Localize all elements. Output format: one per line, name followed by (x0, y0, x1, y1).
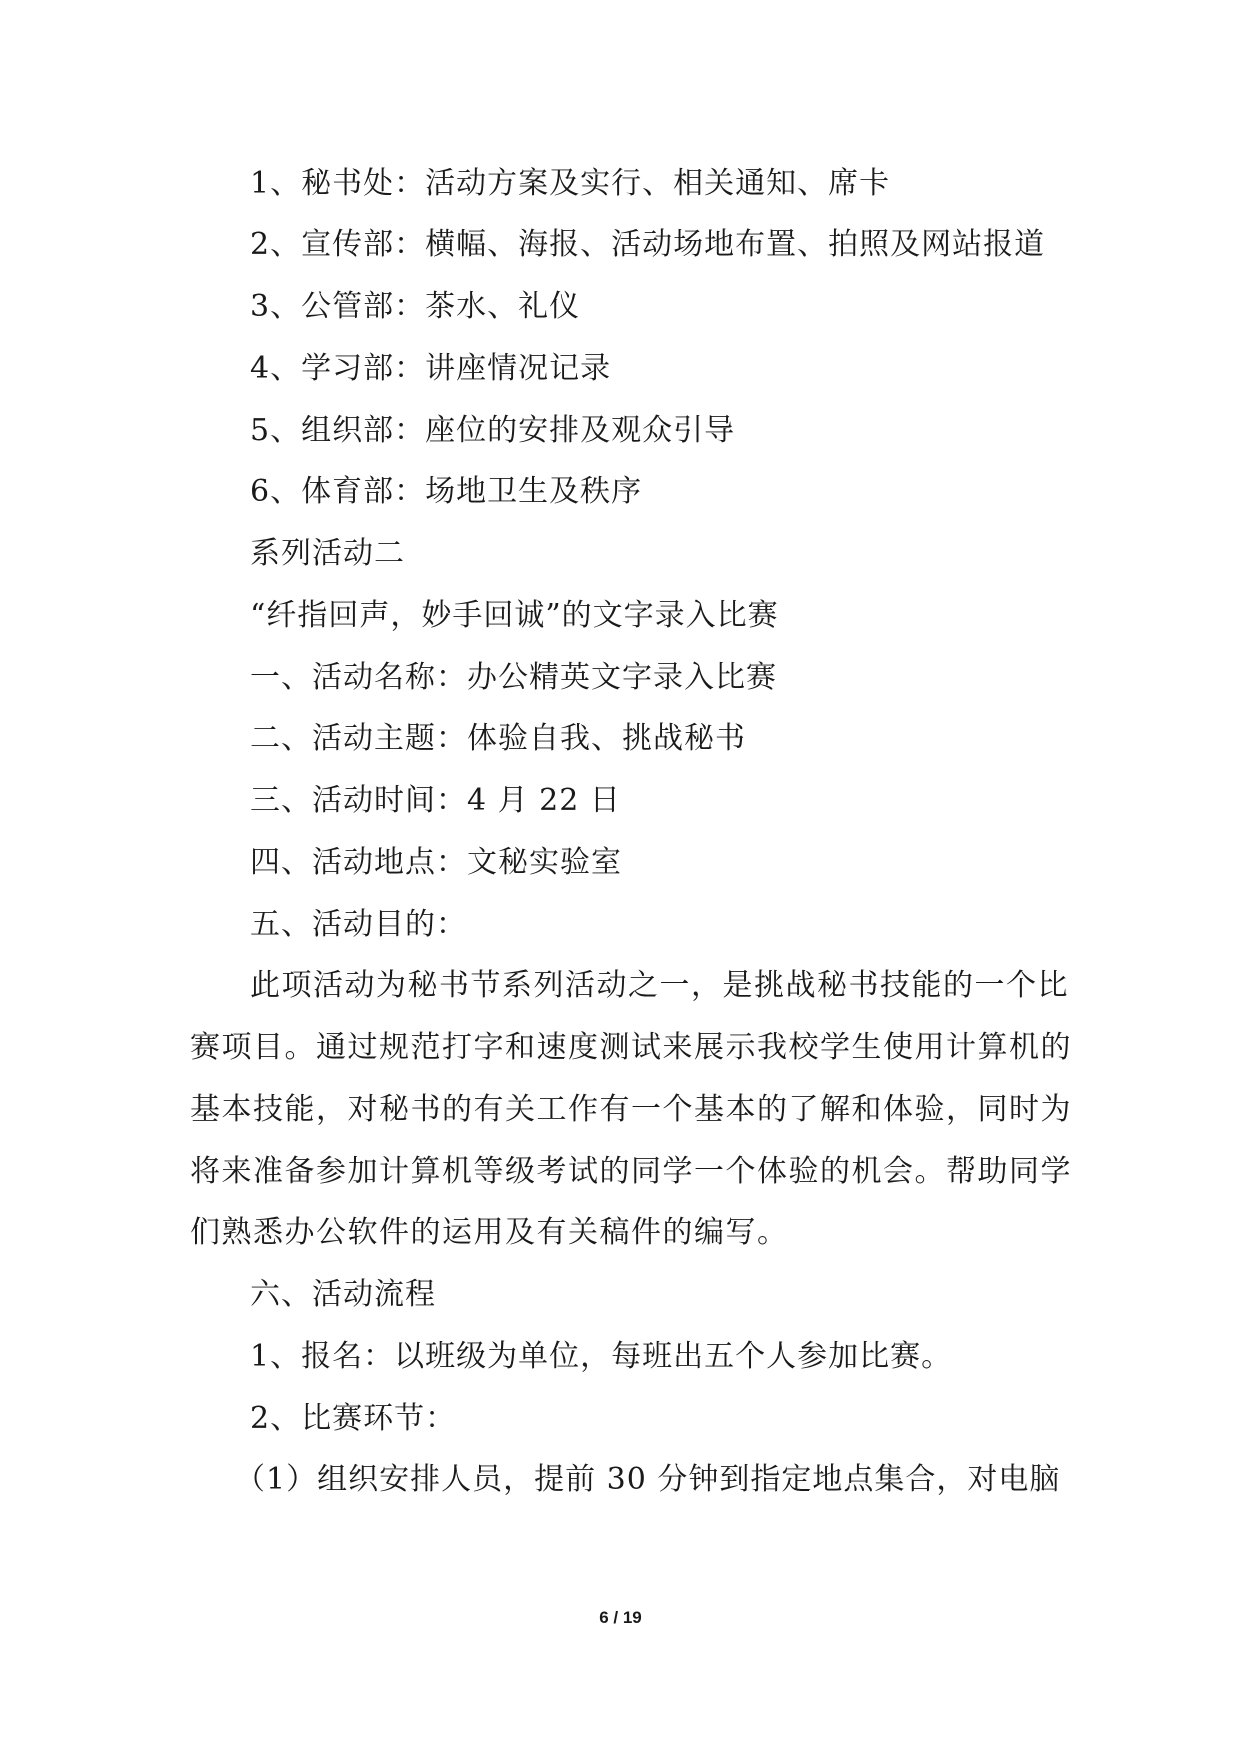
text-line-duty-study: 4、学习部：讲座情况记录 (250, 351, 612, 386)
text-line-stage-one: （1）组织安排人员，提前 30 分钟到指定地点集合，对电脑 (235, 1462, 1061, 1497)
text-line-registration: 1、报名：以班级为单位，每班出五个人参加比赛。 (250, 1339, 953, 1374)
text-line-activity-name: 一、活动名称：办公精英文字录入比赛 (250, 660, 777, 695)
paragraph-line: 将来准备参加计算机等级考试的同学一个体验的机会。帮助同学 (190, 1154, 1072, 1189)
section-heading-series-two: 系列活动二 (250, 536, 405, 571)
text-line-activity-time: 三、活动时间：4 月 22 日 (250, 783, 621, 818)
text-line-activity-theme: 二、活动主题：体验自我、挑战秘书 (250, 721, 746, 756)
paragraph-line: 们熟悉办公软件的运用及有关稿件的编写。 (190, 1215, 789, 1250)
text-line-activity-location: 四、活动地点：文秘实验室 (250, 845, 622, 880)
text-line-duty-publicity: 2、宣传部：横幅、海报、活动场地布置、拍照及网站报道 (250, 227, 1046, 262)
text-line-duty-organization: 5、组织部：座位的安排及观众引导 (250, 413, 736, 448)
text-line-competition-stages: 2、比赛环节： (250, 1401, 457, 1436)
text-line-activity-purpose-heading: 五、活动目的： (250, 907, 467, 942)
text-line-duty-sports: 6、体育部：场地卫生及秩序 (250, 474, 643, 509)
paragraph-line: 此项活动为秘书节系列活动之一，是挑战秘书技能的一个比 (250, 968, 1069, 1003)
paragraph-line: 基本技能，对秘书的有关工作有一个基本的了解和体验，同时为 (190, 1092, 1072, 1127)
text-line-activity-process-heading: 六、活动流程 (250, 1277, 436, 1312)
paragraph-line: 赛项目。通过规范打字和速度测试来展示我校学生使用计算机的 (190, 1030, 1072, 1065)
page-number: 6 / 19 (599, 1608, 642, 1627)
text-line-duty-secretariat: 1、秘书处：活动方案及实行、相关通知、席卡 (250, 166, 891, 201)
event-title: “纤指回声，妙手回诚”的文字录入比赛 (250, 598, 779, 633)
text-line-duty-public-affairs: 3、公管部：茶水、礼仪 (250, 289, 581, 324)
